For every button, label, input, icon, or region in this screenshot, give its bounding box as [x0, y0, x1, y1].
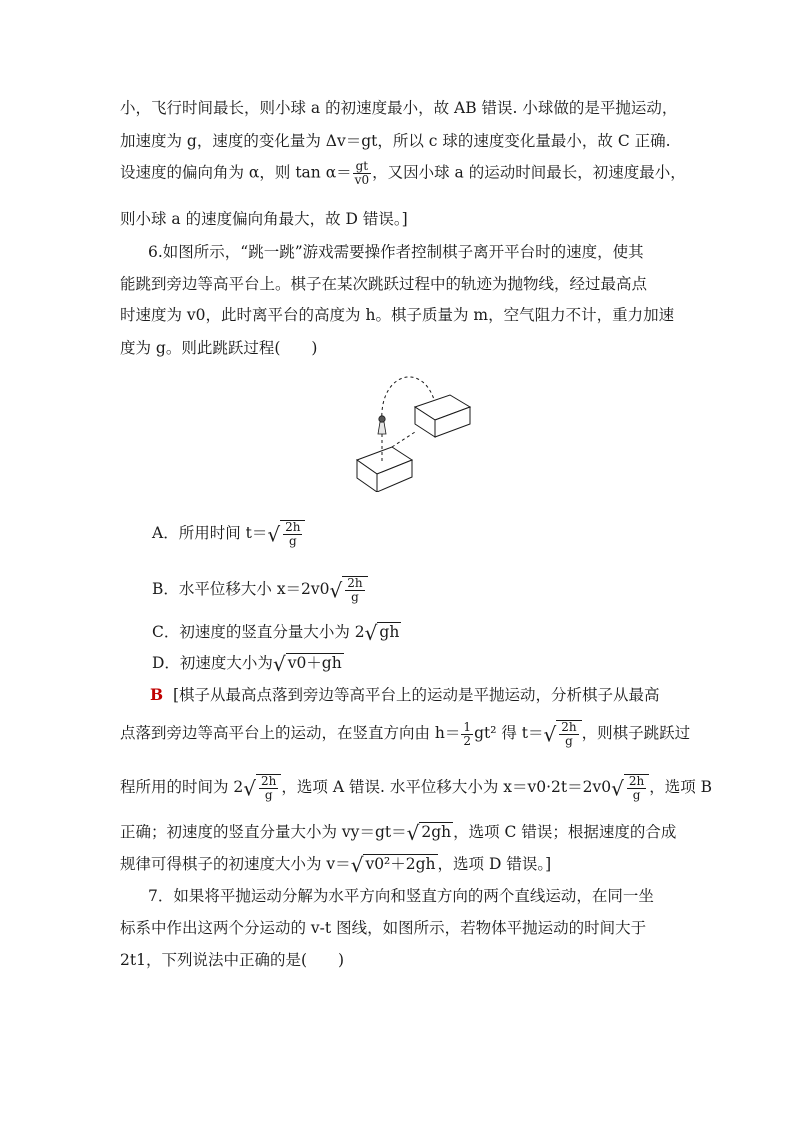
sqrt-2gh: 2gh — [421, 823, 452, 841]
frac-num: 2h — [561, 720, 577, 734]
e4-a: 正确；初速度的竖直分量大小为 vy＝gt＝ — [120, 823, 407, 841]
frac-den: g — [632, 788, 641, 802]
explanation-line-5: 规律可得棋子的初速度大小为 v＝√ v0²＋2gh ，选项 D 错误。] — [120, 853, 552, 877]
e3-b: ，选项 A 错误. 水平位移大小为 x＝v0·2t＝2v0 — [281, 778, 612, 796]
e2-c: ，则棋子跳跃过 — [581, 724, 691, 742]
explanation-line-4: 正确；初速度的竖直分量大小为 vy＝gt＝√ 2gh ，选项 C 错误；根据速度的合成 — [120, 821, 677, 845]
jump-game-figure — [350, 362, 475, 492]
q6-line-4: 度为 g。则此跳跃过程( ) — [120, 339, 318, 357]
explanation-text-1: [棋子从最高点落到旁边等高平台上的运动是平抛运动，分析棋子从最高 — [172, 686, 660, 704]
chess-piece-icon — [378, 416, 386, 434]
sqrt-2h-over-g: √ $\frac{2h}{g}$ — [544, 720, 582, 748]
frac-den: 2 — [463, 733, 472, 748]
option-a-text: A．所用时间 t＝ — [152, 524, 268, 542]
option-d-text: D．初速度大小为 — [152, 654, 273, 672]
option-b-text: B．水平位移大小 x＝2v0 — [152, 580, 330, 598]
frac-den: g — [264, 788, 273, 802]
explanation-line-2 — [120, 720, 690, 748]
e3-c: ，选项 B — [649, 778, 713, 796]
sqrt-gh: gh — [379, 623, 400, 641]
frac-num: 2h — [628, 774, 645, 788]
sqrt-2h-over-g: √ $\frac{2h}{g}$ — [243, 774, 281, 802]
e2-a: 点落到旁边等高平台上的运动，在竖直方向由 h＝ — [120, 724, 461, 742]
sqrt-v0-2gh: v0²＋2gh — [365, 855, 436, 873]
explanation-line-1 — [150, 683, 660, 705]
frac-den: g — [351, 590, 359, 604]
q7-line-3: 2t1，下列说法中正确的是( ) — [120, 951, 345, 969]
q6-line-3: 时速度为 v0，此时离平台的高度为 h。棋子质量为 m，空气阻力不计，重力加速 — [120, 306, 675, 324]
frac-num: gt — [353, 160, 371, 174]
q6-line-1: 6.如图所示，“跳一跳”游戏需要操作者控制棋子离开平台时的速度，使其 — [148, 243, 644, 261]
line-3 — [120, 160, 686, 187]
line-4: 则小球 a 的速度偏向角最大，故 D 错误。] — [120, 210, 408, 228]
line-3-a: 设速度的偏向角为 α，则 tan α＝ — [120, 163, 352, 182]
fraction-gt-v0 — [353, 160, 371, 187]
frac-num: 2h — [261, 774, 277, 788]
sqrt-2h-over-g: √ $\frac{2h}{g}$ — [267, 520, 305, 548]
frac-num: 1 — [463, 719, 472, 734]
q7-line-1: 7．如果将平抛运动分解为水平方向和竖直方向的两个直线运动，在同一坐 — [148, 887, 654, 905]
sqrt-v0-gh: v0＋gh — [287, 654, 342, 672]
q6-line-2: 能跳到旁边等高平台上。棋子在某次跳跃过程中的轨迹为抛物线，经过最高点 — [120, 275, 648, 293]
line-1: 小，飞行时间最长，则小球 a 的初速度最小，故 AB 错误. 小球做的是平抛运动， — [120, 99, 678, 117]
line-2: 加速度为 g，速度的变化量为 Δv＝gt，所以 c 球的速度变化量最小，故 C 正确. — [120, 132, 671, 150]
option-c: C．初速度的竖直分量大小为 2√ gh — [152, 621, 400, 645]
option-d: D．初速度大小为√ v0＋gh — [152, 652, 342, 676]
option-c-text: C．初速度的竖直分量大小为 2 — [152, 623, 365, 641]
frac-num: 2h — [347, 576, 363, 590]
e3-a: 程所用的时间为 2 — [120, 778, 244, 796]
explanation-line-3 — [120, 774, 712, 802]
sqrt-2h-over-g: √ $\frac{2h}{g}$ — [611, 774, 649, 802]
e5-b: ，选项 D 错误。] — [437, 855, 552, 873]
frac-den: g — [565, 734, 573, 748]
e5-a: 规律可得棋子的初速度大小为 v＝ — [120, 855, 351, 873]
fraction-half — [461, 721, 473, 748]
frac-num: 2h — [285, 520, 301, 534]
option-b — [152, 576, 368, 604]
answer-letter: B — [150, 685, 164, 704]
e4-b: ，选项 C 错误；根据速度的合成 — [453, 823, 677, 841]
q7-line-2: 标系中作出这两个分运动的 v-t 图线，如图所示，若物体平抛运动的时间大于 — [120, 919, 647, 937]
frac-den: v0 — [354, 173, 370, 187]
e2-b: gt² 得 t＝ — [474, 724, 544, 742]
line-3-b: ，又因小球 a 的运动时间最长，初速度最小， — [372, 163, 686, 182]
frac-den: g — [288, 534, 297, 548]
option-a — [152, 520, 305, 548]
sqrt-2h-over-g: √ $\frac{2h}{g}$ — [330, 576, 368, 604]
